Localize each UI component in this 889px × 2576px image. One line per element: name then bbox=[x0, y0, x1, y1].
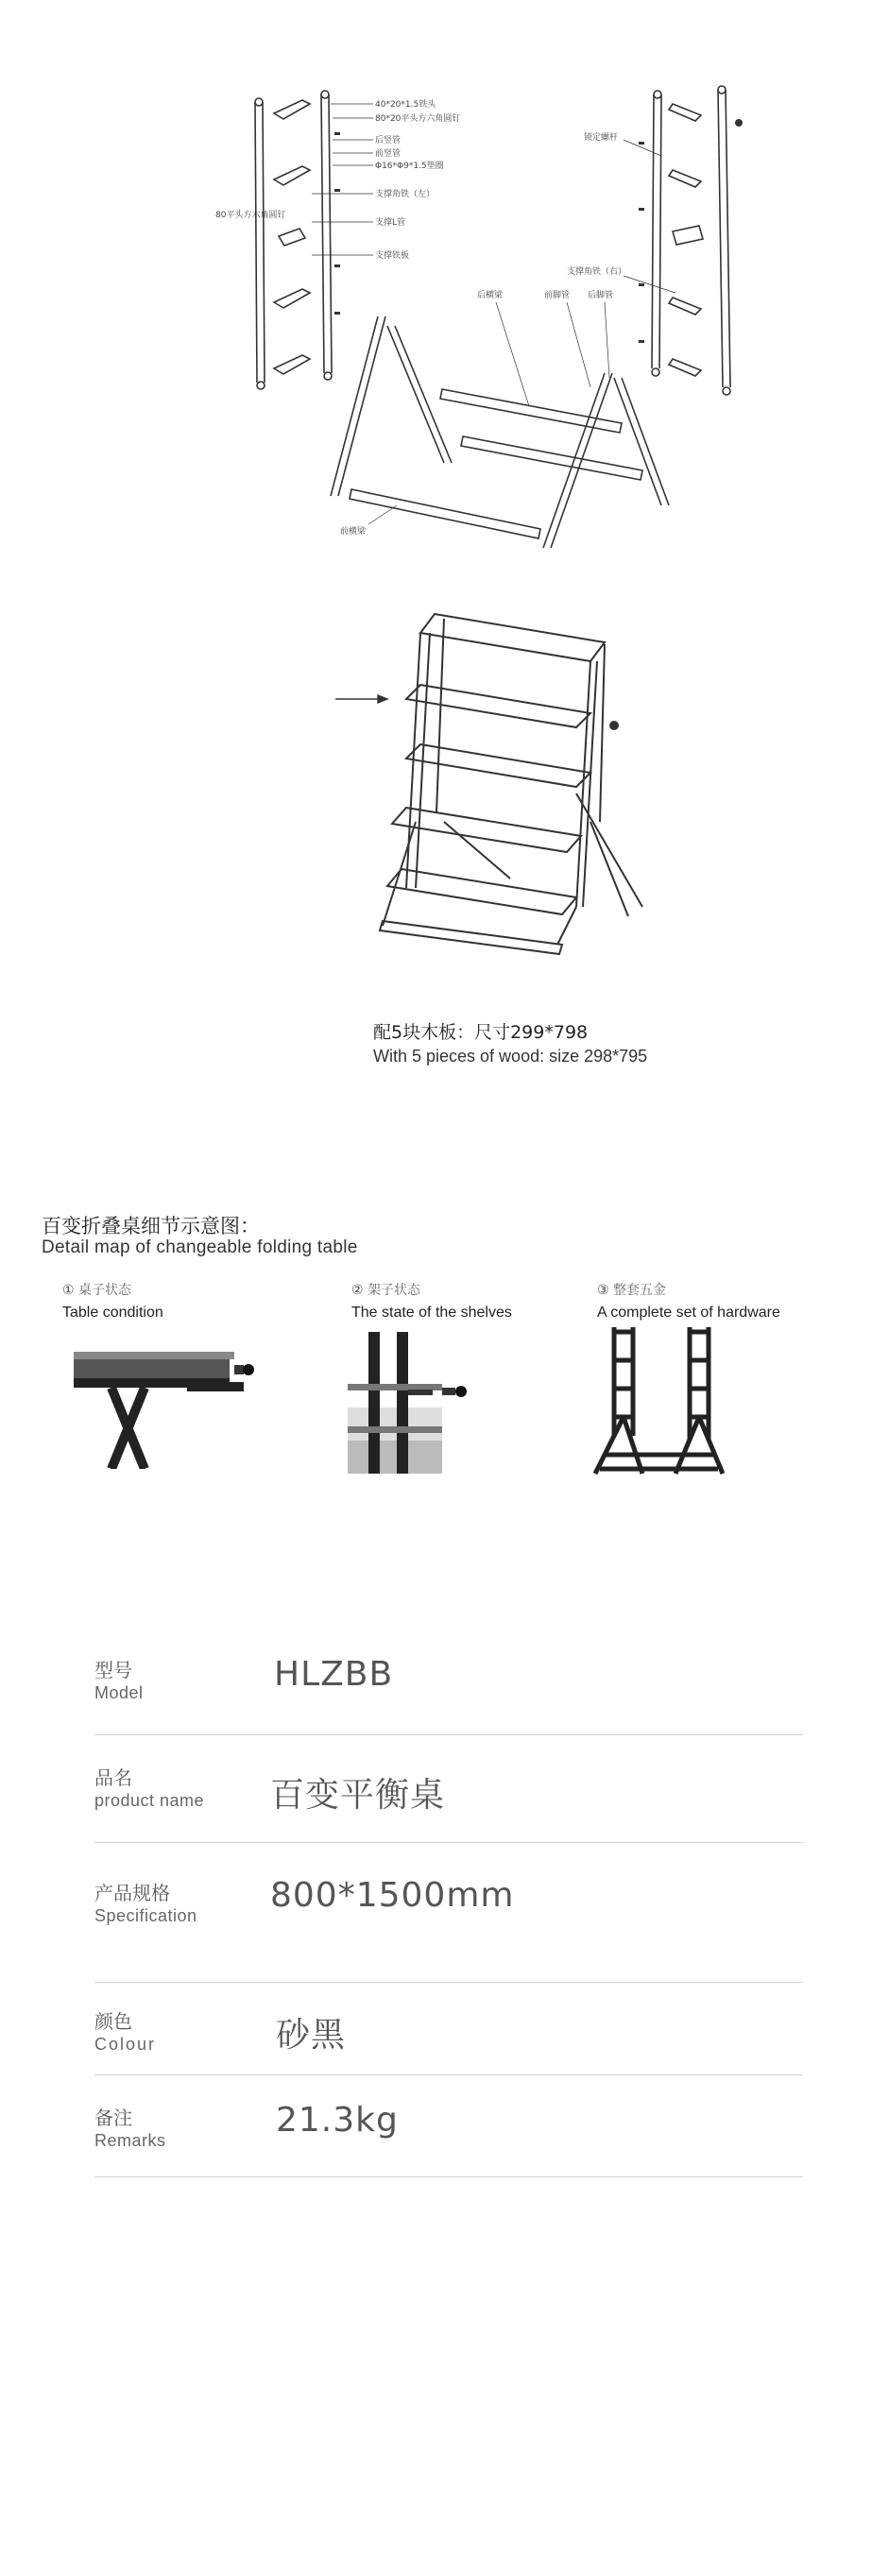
drawing-label: 前竖管 bbox=[375, 149, 402, 159]
table-condition-svg bbox=[74, 1346, 272, 1469]
spec-row-colour bbox=[94, 1999, 803, 2075]
drawing-label: 锁定螺杆 bbox=[584, 133, 619, 143]
detail-title-cn: 百变折叠桌细节示意图： bbox=[42, 1215, 260, 1237]
assembled-shelf-svg bbox=[0, 586, 889, 982]
drawing-label: 80*20平头方六角圆钉 bbox=[375, 114, 461, 124]
step-label-en: A complete set of hardware bbox=[597, 1305, 780, 1321]
spec-label-cn: 型号 bbox=[94, 1659, 132, 1681]
spec-label-en: Model bbox=[94, 1683, 144, 1702]
detail-title-en: Detail map of changeable folding table bbox=[42, 1237, 358, 1257]
drawing-label: 后脚管 bbox=[588, 291, 614, 300]
drawing-label: 后竖管 bbox=[375, 136, 402, 145]
spec-row-model bbox=[94, 1644, 803, 1735]
spec-label-en: Specification bbox=[94, 1906, 197, 1925]
step-label-cn: 整套五金 bbox=[613, 1283, 667, 1298]
drawing-label: 支撑角铁（左） bbox=[375, 190, 436, 199]
detail-step-2 bbox=[351, 1280, 512, 1322]
shelves-state-svg bbox=[348, 1327, 489, 1474]
spec-label-cn: 颜色 bbox=[94, 2010, 132, 2033]
wood-caption-en: With 5 pieces of wood: size 298*795 bbox=[373, 1047, 648, 1066]
step-number: ③ bbox=[597, 1283, 609, 1298]
drawing-label: 支撑铁板 bbox=[375, 251, 410, 261]
step-number: ① bbox=[62, 1283, 75, 1298]
spec-label-en: product name bbox=[94, 1791, 205, 1810]
spec-value-model: HLZBB bbox=[274, 1655, 394, 1694]
spec-label-cn: 备注 bbox=[94, 2107, 132, 2129]
table-condition-image bbox=[74, 1346, 272, 1469]
drawing-label: 前脚管 bbox=[544, 291, 571, 300]
drawing-label: 支撑角铁（右） bbox=[567, 267, 627, 277]
step-label-cn: 架子状态 bbox=[368, 1283, 421, 1298]
spec-row-product-name bbox=[94, 1751, 803, 1843]
spec-label-en: Colour bbox=[94, 2035, 157, 2054]
drawing-label: 后横梁 bbox=[477, 291, 504, 300]
spec-value-remarks: 21.3kg bbox=[276, 2101, 399, 2140]
drawing-label: 80平头方六角圆钉 bbox=[215, 211, 286, 220]
drawing-label: 40*20*1.5铁头 bbox=[375, 100, 436, 110]
spec-label-cn: 品名 bbox=[94, 1766, 132, 1789]
spec-row-remarks bbox=[94, 2091, 803, 2177]
detail-step-1 bbox=[62, 1280, 163, 1322]
spec-label-cn: 产品规格 bbox=[94, 1882, 170, 1904]
spec-value-specification: 800*1500mm bbox=[270, 1876, 515, 1915]
drawing-label: Φ16*Φ9*1.5垫圈 bbox=[375, 162, 444, 171]
step-label-en: Table condition bbox=[62, 1305, 163, 1321]
drawing-label: 支撑L管 bbox=[375, 218, 406, 228]
shelves-state-image bbox=[348, 1327, 489, 1474]
hardware-set-image bbox=[590, 1322, 732, 1478]
spec-value-product-name: 百变平衡桌 bbox=[270, 1776, 446, 1815]
detail-step-3 bbox=[597, 1280, 780, 1322]
step-label-en: The state of the shelves bbox=[351, 1305, 512, 1321]
spec-row-specification bbox=[94, 1859, 803, 1983]
spec-label-en: Remarks bbox=[94, 2131, 166, 2150]
step-number: ② bbox=[351, 1283, 364, 1298]
step-label-cn: 桌子状态 bbox=[78, 1283, 132, 1298]
assembled-shelf-drawing bbox=[0, 586, 889, 982]
drawing-label: 前横梁 bbox=[340, 527, 367, 537]
exploded-assembly-drawing bbox=[0, 0, 889, 586]
exploded-drawing-svg bbox=[0, 0, 889, 586]
spec-value-colour: 砂黑 bbox=[276, 2016, 347, 2055]
hardware-set-svg bbox=[590, 1322, 732, 1478]
wood-caption-cn: 配5块木板：尺寸299*798 bbox=[373, 1022, 589, 1043]
